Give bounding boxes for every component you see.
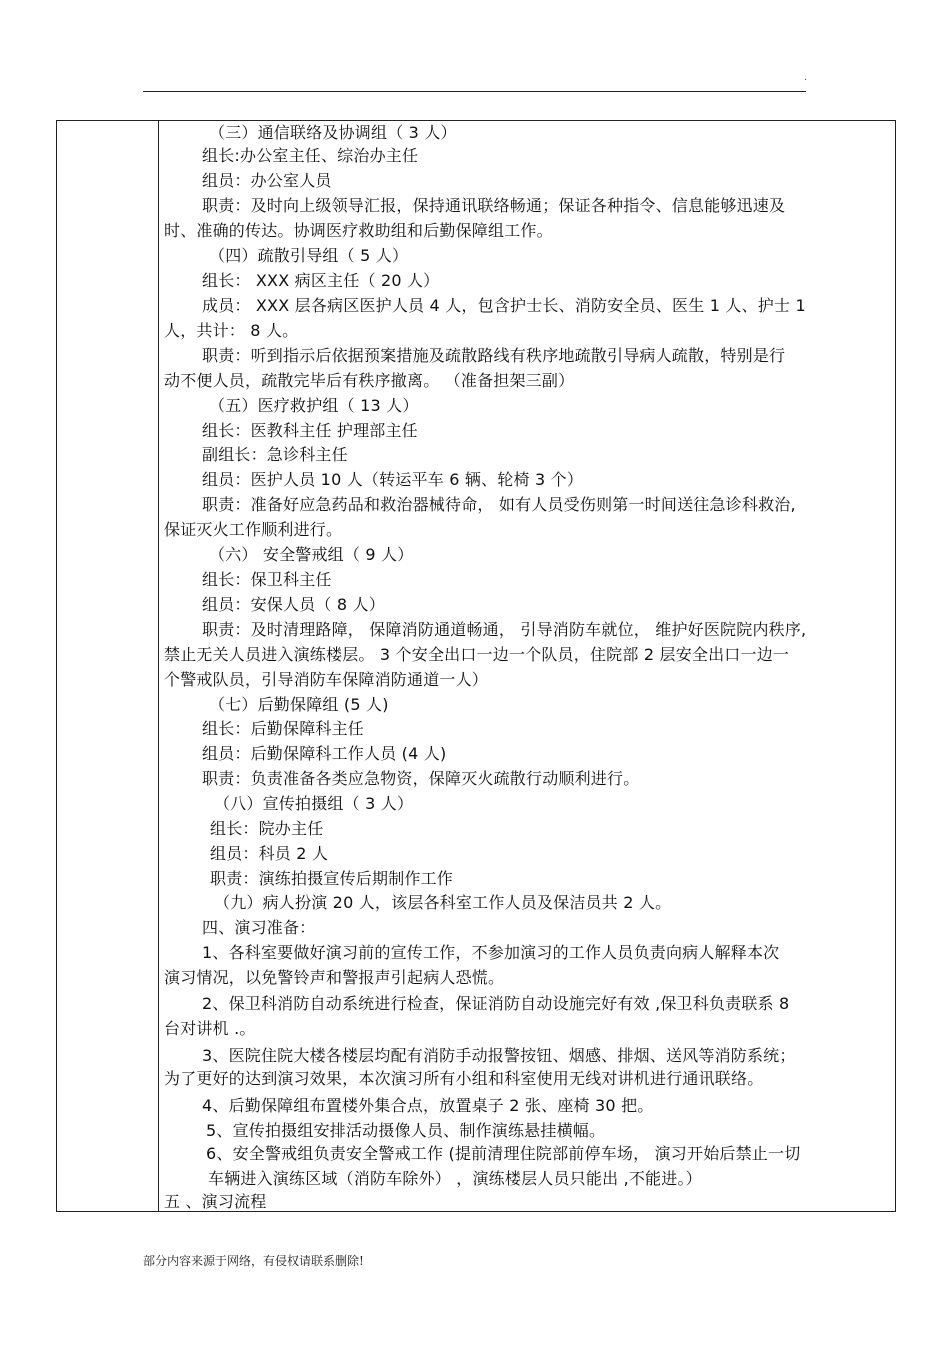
section-heading: （八）宣传拍摄组（ 3 人） (214, 794, 414, 813)
text-line: 为了更好的达到演习效果，本次演习所有小组和科室使用无线对讲机进行通讯联络。 (164, 1069, 764, 1088)
text-line: 组长：医教科主任 护理部主任 (202, 421, 418, 440)
text-line: 禁止无关人员进入演练楼层。 3 个安全出口一边一个队员，住院部 2 层安全出口一边一 (164, 645, 790, 664)
text-line: 动不便人员，疏散完毕后有秩序撤离。 （准备担架三副） (164, 371, 575, 390)
text-line: 演习情况，以免警铃声和警报声引起病人恐慌。 (164, 968, 505, 987)
text-line: 组员：科员 2 人 (210, 844, 329, 863)
text-line: 车辆进入演练区域（消防车除外） ，演练楼层人员只能出 ,不能进。） (208, 1169, 702, 1188)
header-dot: . (804, 72, 808, 83)
text-line: 组长：后勤保障科主任 (202, 719, 365, 738)
text-line: 保证灭火工作顺利进行。 (164, 520, 343, 539)
text-line: 职责：及时清理路障， 保障消防通道畅通， 引导消防车就位， 维护好医院院内秩序, (202, 620, 807, 639)
text-line: 4、后勤保障组布置楼外集合点，放置桌子 2 张、座椅 30 把。 (202, 1096, 654, 1115)
text-line: 台对讲机 .。 (164, 1019, 256, 1038)
text-line: 组长:办公室主任、综治办主任 (202, 146, 419, 165)
text-line: 组员：后勤保障科工作人员 (4 人) (202, 744, 447, 763)
header-rule (143, 91, 806, 92)
footer-disclaimer: 部分内容来源于网络，有侵权请联系删除! (143, 1254, 364, 1268)
text-line: 职责：负责准备各类应急物资，保障灭火疏散行动顺利进行。 (202, 769, 640, 788)
text-line: 时、准确的传达。协调医疗救助组和后勤保障组工作。 (164, 221, 553, 240)
text-line: 职责：演练拍摄宣传后期制作工作 (210, 869, 454, 888)
text-line: 组长：院办主任 (210, 819, 324, 838)
section-heading: 五 、演习流程 (164, 1192, 267, 1211)
text-line: 6、安全警戒组负责安全警戒工作 (提前清理住院部前停车场， 演习开始后禁止一切 (206, 1144, 801, 1163)
column-divider (158, 121, 159, 1211)
text-line: 1、各科室要做好演习前的宣传工作，不参加演习的工作人员负责向病人解释本次 (202, 943, 780, 962)
document-table (56, 120, 896, 1212)
text-line: 职责：听到指示后依据预案措施及疏散路线有秩序地疏散引导病人疏散，特别是行 (202, 346, 786, 365)
section-heading: （三）通信联络及协调组（ 3 人） (209, 123, 457, 142)
section-heading: （九）病人扮演 20 人，该层各科室工作人员及保洁员共 2 人。 (214, 893, 672, 912)
text-line: 人，共计： 8 人。 (164, 321, 299, 340)
text-line: 组员：办公室人员 (202, 171, 332, 190)
section-heading: （四）疏散引导组（ 5 人） (209, 246, 409, 265)
text-line: 组长： XXX 病区主任（ 20 人） (202, 271, 440, 290)
section-heading: （五）医疗救护组（ 13 人） (209, 396, 419, 415)
section-heading: （六） 安全警戒组（ 9 人） (209, 545, 414, 564)
text-line: 成员： XXX 层各病区医护人员 4 人，包含护士长、消防安全员、医生 1 人、护士 1 (202, 296, 806, 315)
text-line: 2、保卫科消防自动系统进行检查，保证消防自动设施完好有效 ,保卫科负责联系 8 (202, 994, 790, 1013)
text-line: 组员：安保人员（ 8 人） (202, 595, 385, 614)
text-line: 5、宣传拍摄组安排活动摄像人员、制作演练悬挂横幅。 (206, 1121, 606, 1140)
text-line: 组长：保卫科主任 (202, 570, 332, 589)
text-line: 个警戒队员，引导消防车保障消防通道一人） (164, 670, 489, 689)
text-line: 职责：准备好应急药品和救治器械待命， 如有人员受伤则第一时间送往急诊科救治, (202, 495, 796, 514)
text-line: 组员：医护人员 10 人（转运平车 6 辆、轮椅 3 个） (202, 470, 584, 489)
section-heading: （七）后勤保障组 (5 人) (209, 695, 389, 714)
text-line: 副组长：急诊科主任 (202, 445, 348, 464)
text-line: 职责：及时向上级领导汇报，保持通讯联络畅通；保证各种指令、信息能够迅速及 (202, 196, 786, 215)
text-line: 3、医院住院大楼各楼层均配有消防手动报警按钮、烟感、排烟、送风等消防系统； (202, 1046, 796, 1065)
section-heading: 四、演习准备： (202, 918, 316, 937)
